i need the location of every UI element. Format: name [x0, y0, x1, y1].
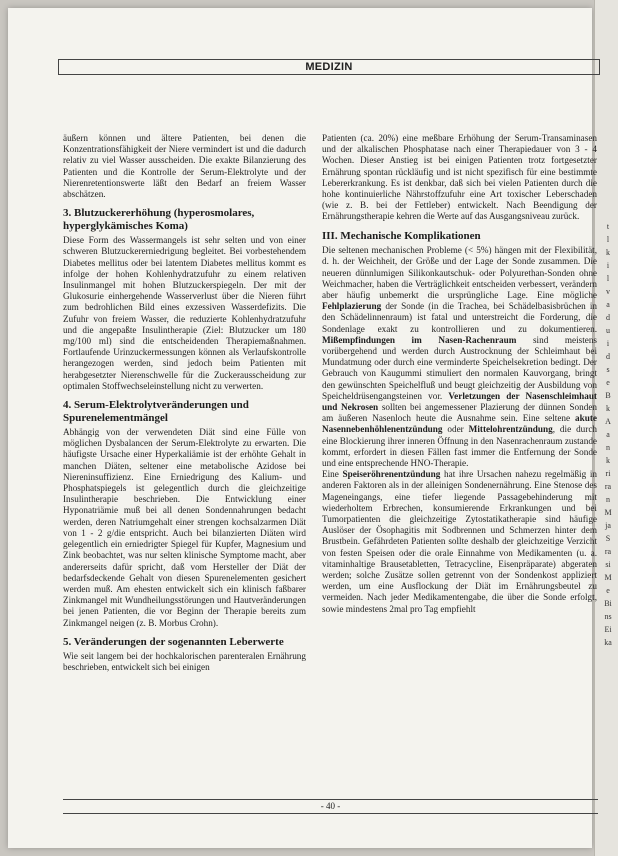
heading-elektrolyte: 4. Serum-Elektrolytveränderungen und Spurenelementmängel [63, 399, 249, 424]
paragraph: Abhängig von der verwendeten Diät sind eine Fülle von möglichen Dysbalancen der Serum-Elektrolyte zu erwarten. Die häufigste Ursache einer Hyperkaliämie ist der erhöhte Gehalt in manchen Diäten, seltener eine metabolische Azidose bei Niereninsuffizienz. Eine Erniedrigung des Kalium- und Phosphatspiegels ist gelegentlich durch die gleichzeitige Insulintherapie beschrieben. Die Entwicklung einer Hyponatriämie muß bei all denen Sondennahrungen bedacht werden, deren Natriumgehalt einer strengen kochsalzarmen Diät von 1 - 2 g/die entspricht. Auch bei bilanzierten Diäten wird gelegentlich ein erniedrigter Spiegel für Kupfer, Magnesium und Zink beobachtet, was nur selten klinische Symptome macht, aber andererseits dafür spricht, daß vom Hersteller der Diät der bedarfsdeckende Gehalt von diesen Spurenelementen gesichert werden muß. Am ehesten entwickelt sich ein klinisch faßbarer Zinkmangel mit Wundheilungsstörungen und Hautveränderungen bei jenen Patienten, die vor Beginn der Therapie bereits zum Zinkmangel neigen (z. B. Morbus Crohn). [63, 427, 306, 628]
heading-mechanische-komplikationen: III. Mechanische Komplikationen [322, 229, 481, 242]
margin-letter: S [605, 534, 611, 543]
margin-letter: k [606, 248, 610, 257]
margin-letter: a [606, 300, 610, 309]
margin-letter: ri [605, 469, 611, 478]
text-run: hat ihre Ursachen nahezu regelmäßig in anderen Faktoren als in der alleinigen Sondenernährung. Eine Stenose des Mageneingangs, eine tiefer liegende Passagebehinderung mit wiederholtem Erbrechen, konsumierende Erkrankungen und bei Tumorpatienten die gleichzeitige Zytostatikatherapie sind häufige Auslöser der Ösophagitis mit Sodbrennen und Schmerzen hinter dem Brustbein. Gefährdeten Patienten sollte deshalb der gleichzeitige Verzicht von festen Speisen oder die orale Einnahme von Medikamenten (u. a. vitaminhaltige Brausetabletten, Tetracycline, Eisenpräparate) abgeraten werden; solche Zusätze sollen getrennt von der Sondenkost appliziert werden, um eine Ausflockung der Diät im Ernährungsbeutel zu vermeiden. Nach jeder Medikamentengabe, die über die Sonde erfolgt, sowie mindestens 2mal pro Tag empfiehlt [322, 469, 597, 614]
section-header [58, 59, 600, 75]
margin-letter: s [606, 365, 610, 374]
bold-term: Speiseröhrenentzündung [342, 469, 441, 480]
bold-term: Verletzungen der Nasenschleimhaut und Nekrosen [322, 390, 597, 412]
page-number: - 40 - [320, 801, 341, 811]
margin-letter: d [606, 313, 610, 322]
paragraph: äußern können und ältere Patienten, bei denen die Konzentrationsfähigkeit der Niere vermindert ist und die dadurch relativ zu viel Wasser ausscheiden. Die exakte Bilanzierung des Patienten und die Kontrolle der Serum-Elektrolyte und der Nierenretentionswerte läßt den Bedarf an freiem Wasser abschätzen. [63, 133, 306, 200]
bold-term: akute Nasennebenhöhlenentzündung [322, 413, 597, 435]
paragraph: Diese Form des Wassermangels ist sehr selten und von einer schweren Blutzuckererniedrigung begleitet. Bei vorbestehendem Diabetes mellitus oder bei latentem Diabetes mellitus kommt es infolge der hohen Kohlenhydratzufuhr zu einem relativen Insulinmangel mit hohen Blutzuckerspiegeln. Der mit der Glukosurie einhergehende Wasserverlust über die Nieren führt zum bedrohlichen Bild eines exzessiven Wasserdefizits. Die Zufuhr von freiem Wasser, die reduzierte Kohlenhydratzufuhr und die angepaßte Insulintherapie (Ziel: Blutzucker um 180 mg/100 ml) sind die entscheidenden Therapiemaßnahmen. Fortlaufende Urinzuckermessungen können als Verlaufskontrolle herangezogen werden, sind jedoch beim Patienten mit herabgesetzter Nierenschwelle für die Zuckerausscheidung zur optimalen Stoffwechseleinstellung nicht zu verwerten. [63, 235, 306, 391]
margin-letter: ja [605, 521, 611, 530]
margin-letter: A [605, 417, 611, 426]
margin-letter: M [604, 573, 612, 582]
paragraph [322, 245, 597, 469]
margin-letter: k [606, 404, 610, 413]
margin-letter: i [606, 261, 610, 270]
margin-letter: t [606, 222, 610, 231]
margin-letter: si [605, 560, 611, 569]
margin-letter: u [606, 326, 610, 335]
margin-letter: l [606, 274, 610, 283]
margin-letter: e [606, 378, 610, 387]
margin-letter: ra [604, 482, 612, 491]
margin-letter: Ei [604, 625, 612, 634]
section-title: MEDIZIN [305, 61, 353, 73]
margin-letter: n [606, 495, 610, 504]
margin-letter: Bi [604, 599, 612, 608]
left-column [63, 133, 306, 674]
margin-letter: ns [604, 612, 612, 621]
text-run: oder [442, 424, 469, 435]
paragraph [322, 469, 597, 615]
margin-letter: n [606, 443, 610, 452]
paragraph: Wie seit langem bei der hochkalorischen parenteralen Ernährung beschrieben, entwickelt sich bei einigen [63, 651, 306, 673]
text-run: , die durch eine Blockierung ihrer inneren Öffnung in den Nasenrachenraum zustande kommt, erfordert in diesen Fällen fast immer die Entfernung der Sonde und eine entsprechende HNO-Therapie. [322, 424, 597, 468]
margin-letter: k [606, 456, 610, 465]
right-column [322, 133, 597, 615]
heading-leberwerte: 5. Veränderungen der sogenannten Leberwerte [63, 635, 284, 648]
margin-letter: ka [604, 638, 612, 647]
text-run: sollten bei angemessener Plazierung der dünnen Sonden am äußeren Nasenloch heute die Ausnahme sein. Eine seltene [322, 401, 597, 424]
margin-letter: l [606, 235, 610, 244]
text-run: sind meistens vorübergehend und werden durch Austrocknung der Schleimhaut bei Mundatmung oder durch eine verminderte Speichelsekretion bedingt. Der Gebrauch von Kaugummi stimuliert den normalen Kauvorgang, bringt den gewünschten Speichelfluß und beugt gleichzeitig der Ausbildung von Speicheldrüsengangsteinen vor. [322, 334, 597, 401]
text-run: Eine [322, 469, 343, 480]
bold-term: Mißempfindungen im Nasen-Rachenraum [322, 334, 517, 345]
margin-letter: B [605, 391, 611, 400]
paragraph: Patienten (ca. 20%) eine meßbare Erhöhung der Serum-Transaminasen und der alkalischen Phosphatase nach einer Therapiedauer von 3 - 4 Wochen. Dieser Anstieg ist bei einigen Patienten trotz fortgesetzter Ernährung spontan rückläufig und ist nicht spezifisch für eine bestimmte Lebererkrankung. Es ist denkbar, daß sich bei vielen Patienten durch die hohe kontinuierliche Nährstoffzufuhr eine Art toxischer Leberschaden (wie z. B. bei der Fettleber) entwickelt. Nach Beendigung der Ernährungstherapie kehren die Werte auf das Ausgangsniveau zurück. [322, 133, 597, 222]
margin-letter: i [606, 339, 610, 348]
bold-term: Fehlplazierung [322, 301, 382, 312]
bold-term: Mittelohrentzündung [468, 424, 553, 435]
page-footer [63, 799, 598, 814]
margin-letter: a [606, 430, 610, 439]
margin-letter: v [606, 287, 610, 296]
heading-blutzucker: 3. Blutzuckererhöhung (hyperosmolares, hyperglykämisches Koma) [63, 207, 255, 232]
margin-letter: ra [604, 547, 612, 556]
text-run: der Sonde (in die Trachea, bei Schädelbasisbrüchen in den Schädelinnenraum) ist fatal und unterstreicht die Forderung, die Sondenlage exakt zu kontrollieren und zu dokumentieren. [322, 301, 597, 334]
text-run: Die seltenen mechanischen Probleme (< 5%) hängen mit der Flexibilität, d. h. der Weichheit, der Größe und der Lage der Sonde zusammen. Die neueren dünnlumigen Silikonkautschuk- oder Polyurethan-Sonden ohne Weichmacher, haben die Verträglichkeit entscheiden verbessert, verändern aber häufig unbemerkt die ursprüngliche Lage. Eine mögliche [322, 245, 597, 300]
margin-letter: e [606, 586, 610, 595]
adjacent-page-margin-letters [600, 220, 616, 649]
margin-letter: M [604, 508, 612, 517]
margin-letter: d [606, 352, 610, 361]
